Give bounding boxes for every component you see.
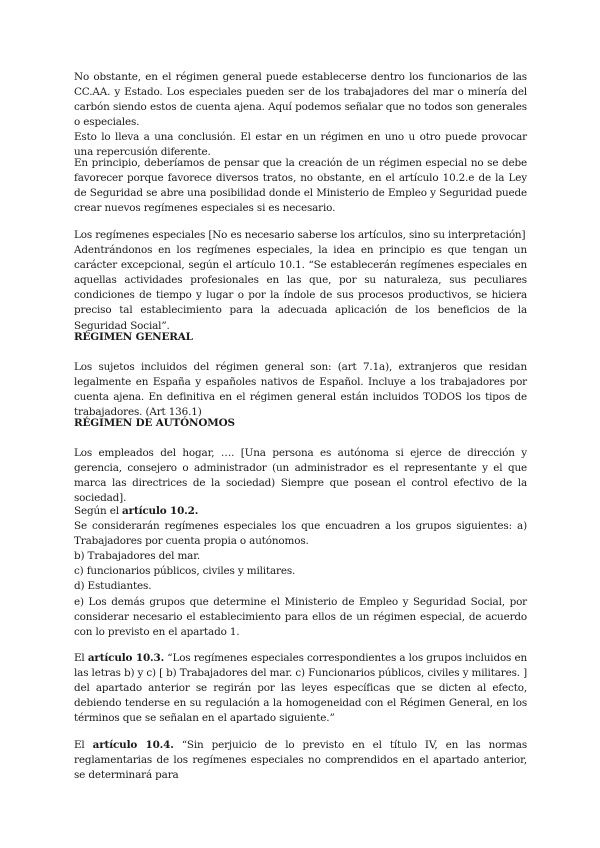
articulo-10-2-section (74, 504, 527, 640)
regimen-general-text: Los sujetos incluidos del régimen general son: (art 7.1a), extranjeros que residan legalmente en España y españoles nativos de Español. Incluye a los trabajadores por cuenta ajena. En definitiva en el régimen general están incluidos TODOS los tipos de trabajadores. (Art 136.1) (74, 361, 527, 419)
articulo-10-4-prefix: El (74, 739, 93, 751)
list-item: b) Trabajadores del mar. (74, 550, 201, 563)
articulo-10-2-prefix: Según el (74, 505, 123, 517)
articulo-10-4-body: “Sin perjuicio de lo previsto en el título IV, en las normas reglamentarias de los regímenes especiales no comprendidos en el apartado anterior, se determinará para (74, 739, 528, 782)
articulo-10-4-text (74, 738, 527, 783)
regimen-autonomos-body (74, 446, 527, 506)
principio-text: En principio, deberíamos de pensar que la creación de un régimen especial no se debe favorecer porque favorece diversos tratos, no obstante, en el artículo 10.2.e de la Ley de Seguridad se abre una posibilidad donde el Ministerio de Empleo y Seguridad puede crear nuevos regímenes especiales si es necesario. (74, 157, 527, 215)
regimen-autonomos-heading: RÉGIMEN DE AUTÓNOMOS (74, 417, 235, 429)
articulo-10-4-paragraph (74, 738, 527, 783)
articulo-10-3-text (74, 651, 527, 726)
regimenes-especiales-note: Los regímenes especiales [No es necesario saberse los artículos, sino su interpretación] (74, 229, 526, 241)
regimen-autonomos-section (74, 416, 527, 431)
intro-conclusion-text: Esto lo lleva a una conclusión. El estar en un régimen en uno u otro puede provocar una repercusión diferente. (74, 131, 527, 159)
regimenes-especiales-text: Adentrándonos en los regímenes especiales, la idea en principio es que tengan un carácter excepcional, según el artículo 10.1. “Se establecerán regímenes especiales en aquellas actividades profesionales en las que, por su naturaleza, sus peculiares condiciones de tiempo y lugar o por la índole de sus procesos productivos, se hiciera preciso tal establecimiento para la adecuada aplicación de los beneficios de la Seguridad Social”. (74, 244, 527, 332)
regimen-general-section (74, 330, 527, 345)
principio-paragraph (74, 156, 527, 216)
articulo-10-2-intro: Se considerarán regímenes especiales los que encuadren a los grupos siguientes: a) Trabajadores por cuenta propia o autónomos. (74, 520, 527, 548)
articulo-10-3-body: “Los regímenes especiales correspondientes a los grupos incluidos en las letras b) y c) [ b) Trabajadores del mar. c) Funcionarios públicos, civiles y militares. ] del apartado anterior se regirán por las leyes específicas que se dicten al efecto, debiendo tenderse en su regulación a la homogeneidad con el Régimen General, en los términos que se señalan en el apartado siguiente.” (74, 652, 528, 725)
list-item: c) funcionarios públicos, civiles y militares. (74, 565, 296, 578)
articulo-10-2-label: artículo 10.2. (122, 505, 199, 517)
articulo-10-3-paragraph (74, 651, 527, 726)
regimen-general-body (74, 360, 527, 420)
regimen-autonomos-text: Los empleados del hogar, …. [Una persona es autónoma si ejerce de dirección y gerencia, consejero o administrador (un administrador es el representante y el que marca las directrices de la sociedad) Siempre que posean el control efectivo de la sociedad]. (74, 447, 527, 505)
regimenes-especiales-paragraph (74, 228, 527, 334)
intro-text: No obstante, en el régimen general puede establecerse dentro los funcionarios de las CC.AA. y Estado. Los especiales pueden ser de los trabajadores del mar o minería del carbón siendo estos de cuenta ajena. Aquí podemos señalar que no todos son generales o especiales. (74, 71, 527, 129)
articulo-10-2-title (74, 504, 527, 519)
list-item: d) Estudiantes. (74, 580, 152, 593)
articulo-10-3-label: artículo 10.3. (87, 652, 165, 664)
regimen-general-heading: RÉGIMEN GENERAL (74, 331, 193, 343)
intro-paragraph (74, 70, 527, 161)
list-item: e) Los demás grupos que determine el Ministerio de Empleo y Seguridad Social, por considerar necesario el establecimiento para ellos de un régimen especial, de acuerdo con lo previsto en el apartado 1. (74, 595, 527, 638)
articulo-10-3-prefix: El (74, 652, 88, 664)
articulo-10-4-label: artículo 10.4. (92, 739, 174, 751)
